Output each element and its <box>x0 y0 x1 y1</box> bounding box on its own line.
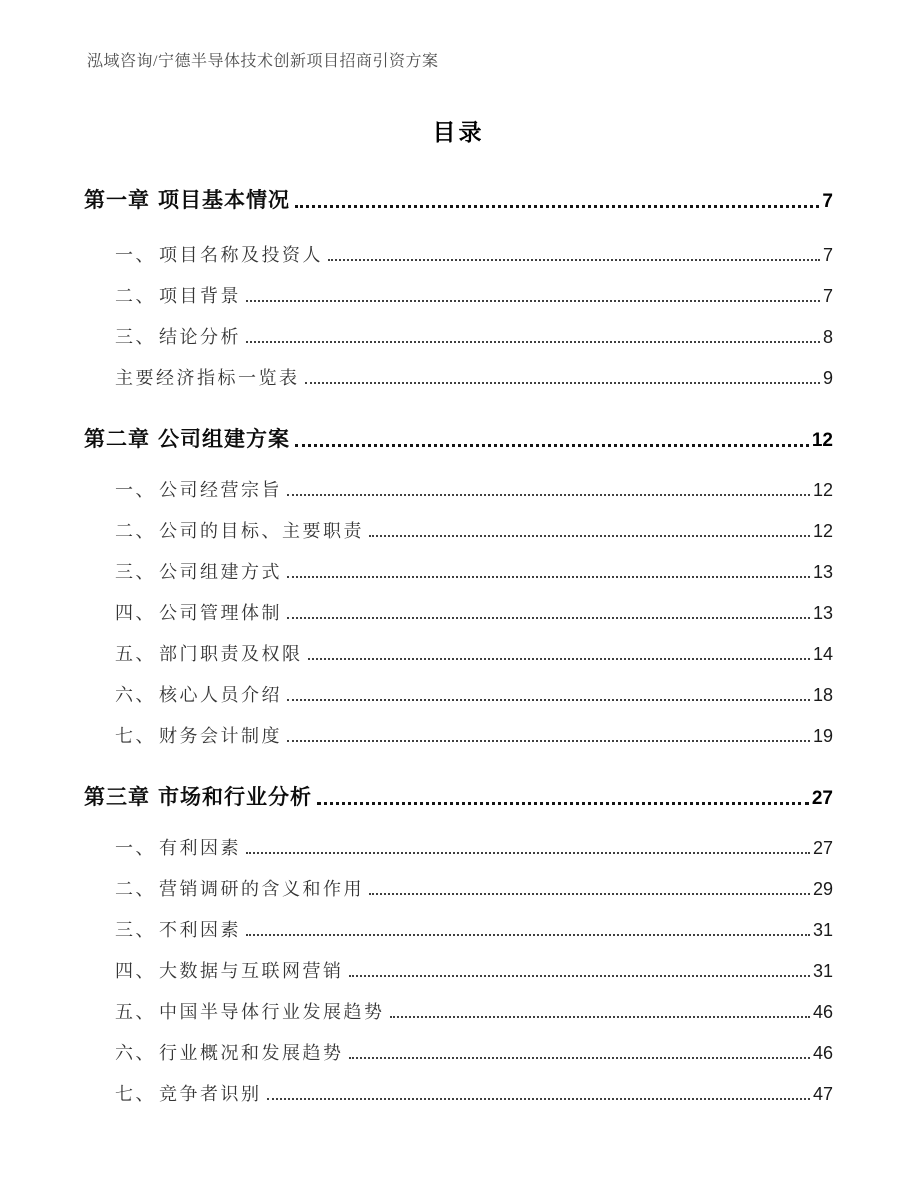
item-page-number: 7 <box>822 245 833 265</box>
item-title: 中国半导体行业发展趋势 <box>159 1002 385 1022</box>
chapter-title: 市场和行业分析 <box>158 785 312 809</box>
item-number: 二、 <box>115 879 156 899</box>
dot-leader <box>246 341 820 343</box>
dot-leader <box>349 1057 810 1059</box>
chapter-page-number: 12 <box>811 430 833 451</box>
toc-entry[interactable] <box>115 900 833 941</box>
toc-entry[interactable] <box>115 859 833 900</box>
item-number: 五、 <box>115 1002 156 1022</box>
dot-leader <box>390 1016 810 1018</box>
item-number: 四、 <box>115 603 156 623</box>
item-number: 七、 <box>115 1084 156 1104</box>
chapter-page-number: 27 <box>811 788 833 809</box>
chapter-label: 第三章 <box>84 785 150 809</box>
item-page-number: 31 <box>812 920 833 940</box>
item-page-number: 46 <box>812 1002 833 1022</box>
item-title: 项目名称及投资人 <box>159 245 323 265</box>
item-title: 结论分析 <box>159 327 241 347</box>
item-number: 一、 <box>115 245 156 265</box>
toc-chapter-heading[interactable] <box>84 778 833 808</box>
item-number: 二、 <box>115 286 156 306</box>
item-title: 营销调研的含义和作用 <box>159 879 364 899</box>
item-number: 一、 <box>115 838 156 858</box>
dot-leader <box>295 444 809 447</box>
dot-leader <box>267 1098 810 1100</box>
item-page-number: 19 <box>812 726 833 746</box>
item-title: 竞争者识别 <box>159 1084 262 1104</box>
item-title: 公司管理体制 <box>159 603 282 623</box>
toc-entry[interactable] <box>115 818 833 859</box>
dot-leader <box>287 740 810 742</box>
chapter-items <box>84 460 833 747</box>
toc-entry[interactable] <box>115 542 833 583</box>
dot-leader <box>246 300 820 302</box>
item-title: 行业概况和发展趋势 <box>159 1043 344 1063</box>
item-number: 七、 <box>115 726 156 746</box>
dot-leader <box>246 852 810 854</box>
chapter-label: 第二章 <box>84 427 150 451</box>
dot-leader <box>295 205 819 208</box>
toc-entry[interactable] <box>115 307 833 348</box>
chapter-items <box>84 818 833 1105</box>
toc-chapter <box>84 778 833 1105</box>
toc-chapter-heading[interactable] <box>84 420 833 450</box>
item-page-number: 46 <box>812 1043 833 1063</box>
item-title: 核心人员介绍 <box>159 685 282 705</box>
chapter-page-number: 7 <box>822 191 833 212</box>
item-page-number: 31 <box>812 961 833 981</box>
dot-leader <box>369 893 810 895</box>
toc-chapter <box>84 181 833 389</box>
item-title: 大数据与互联网营销 <box>159 961 344 981</box>
dot-leader <box>308 658 810 660</box>
item-number: 三、 <box>115 327 156 347</box>
toc-entry[interactable] <box>115 982 833 1023</box>
toc-entry[interactable] <box>115 583 833 624</box>
toc-chapter-heading[interactable] <box>84 181 833 211</box>
chapter-title: 公司组建方案 <box>158 427 290 451</box>
item-title: 部门职责及权限 <box>159 644 303 664</box>
item-page-number: 29 <box>812 879 833 899</box>
item-number: 四、 <box>115 961 156 981</box>
toc-entry[interactable] <box>115 348 833 389</box>
document-header: 泓域咨询/宁德半导体技术创新项目招商引资方案 <box>87 53 439 70</box>
item-page-number: 13 <box>812 603 833 623</box>
toc-entry[interactable] <box>115 501 833 542</box>
toc-entry[interactable] <box>115 460 833 501</box>
item-page-number: 9 <box>822 368 833 388</box>
dot-leader <box>287 494 810 496</box>
item-page-number: 8 <box>822 327 833 347</box>
item-number: 五、 <box>115 644 156 664</box>
toc-entry[interactable] <box>115 941 833 982</box>
item-page-number: 47 <box>812 1084 833 1104</box>
chapter-label: 第一章 <box>84 188 150 212</box>
chapter-title: 项目基本情况 <box>158 188 290 212</box>
item-title: 有利因素 <box>159 838 241 858</box>
item-page-number: 27 <box>812 838 833 858</box>
toc-entry[interactable] <box>115 266 833 307</box>
dot-leader <box>317 802 809 805</box>
toc <box>84 181 833 1105</box>
toc-chapter <box>84 420 833 747</box>
dot-leader <box>246 934 810 936</box>
item-number: 一、 <box>115 480 156 500</box>
item-page-number: 12 <box>812 521 833 541</box>
toc-entry[interactable] <box>115 706 833 747</box>
dot-leader <box>305 382 820 384</box>
item-title: 不利因素 <box>159 920 241 940</box>
item-number: 三、 <box>115 920 156 940</box>
dot-leader <box>369 535 810 537</box>
toc-entry[interactable] <box>115 225 833 266</box>
item-number: 三、 <box>115 562 156 582</box>
item-title: 主要经济指标一览表 <box>115 368 300 388</box>
chapter-items <box>84 225 833 389</box>
item-page-number: 14 <box>812 644 833 664</box>
toc-entry[interactable] <box>115 665 833 706</box>
item-page-number: 13 <box>812 562 833 582</box>
item-title: 项目背景 <box>159 286 241 306</box>
item-title: 公司的目标、主要职责 <box>159 521 364 541</box>
item-page-number: 7 <box>822 286 833 306</box>
item-number: 六、 <box>115 685 156 705</box>
dot-leader <box>287 617 810 619</box>
item-page-number: 12 <box>812 480 833 500</box>
item-number: 六、 <box>115 1043 156 1063</box>
toc-entry[interactable] <box>115 1064 833 1105</box>
page-title: 目录 <box>432 120 485 145</box>
dot-leader <box>328 259 820 261</box>
item-title: 公司经营宗旨 <box>159 480 282 500</box>
item-title: 公司组建方式 <box>159 562 282 582</box>
dot-leader <box>349 975 810 977</box>
item-number: 二、 <box>115 521 156 541</box>
dot-leader <box>287 699 810 701</box>
toc-entry[interactable] <box>115 1023 833 1064</box>
dot-leader <box>287 576 810 578</box>
toc-entry[interactable] <box>115 624 833 665</box>
item-page-number: 18 <box>812 685 833 705</box>
item-title: 财务会计制度 <box>159 726 282 746</box>
toc-content <box>84 112 833 1105</box>
